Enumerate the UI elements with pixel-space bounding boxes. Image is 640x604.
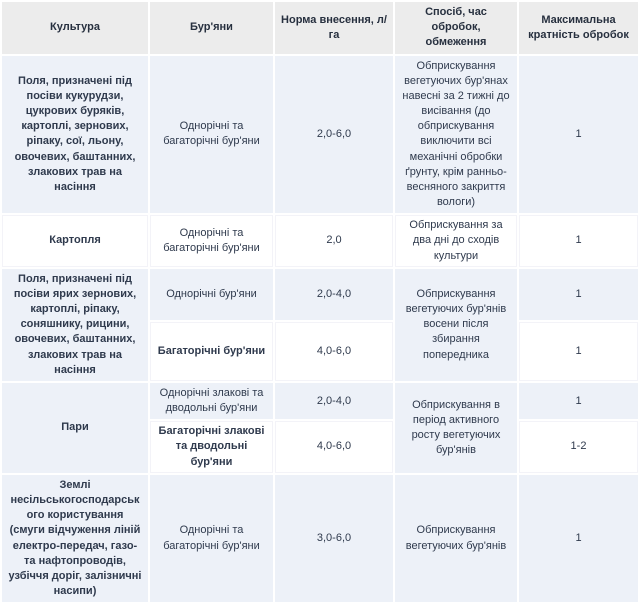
cell-method: Обприскування вегетуючих бур'янах навесні за 2 тижні до висівання (до обприскування виключити всі механічні обробки ґрунту, крім ранньо-весняного закриття вологи) <box>395 56 517 214</box>
cell-weeds: Багаторічні бур'яни <box>150 322 273 381</box>
cell-method: Обприскування в період активного росту вегетуючих бур'янів <box>395 383 517 473</box>
cell-culture: Пари <box>2 383 148 473</box>
cell-rate: 2,0 <box>275 215 393 267</box>
cell-max: 1 <box>519 215 638 267</box>
cell-weeds: Багаторічні злакові та дводольні бур'яни <box>150 421 273 473</box>
cell-weeds: Однорічні та багаторічні бур'яни <box>150 215 273 267</box>
cell-culture: Поля, призначені під посіви кукурудзи, цукрових буряків, картоплі, зернових, ріпаку, сої, льону, овочевих, баштанних, злакових трав на насіння <box>2 56 148 214</box>
cell-method: Обприскування вегетуючих бур'янів восени після збирання попередника <box>395 269 517 381</box>
cell-rate: 2,0-4,0 <box>275 383 393 419</box>
table-row <box>2 475 638 602</box>
cell-max: 1 <box>519 56 638 214</box>
header-row <box>2 2 638 54</box>
cell-rate: 2,0-6,0 <box>275 56 393 214</box>
table-row <box>2 269 638 320</box>
col-header-method: Спосіб, час обробок, обмеження <box>395 2 517 54</box>
cell-method: Обприскування вегетуючих бур'янів <box>395 475 517 602</box>
cell-weeds: Однорічні бур'яни <box>150 269 273 320</box>
table-row <box>2 56 638 214</box>
cell-rate: 2,0-4,0 <box>275 269 393 320</box>
cell-culture: Поля, призначені під посіви ярих зернових, картоплі, ріпаку, соняшнику, рицини, овочевих, баштанних, злакових трав на насіння <box>2 269 148 381</box>
cell-rate: 4,0-6,0 <box>275 322 393 381</box>
table-row <box>2 215 638 267</box>
table-row <box>2 383 638 419</box>
cell-rate: 3,0-6,0 <box>275 475 393 602</box>
cell-weeds: Однорічні та багаторічні бур'яни <box>150 56 273 214</box>
col-header-max: Максимальна кратність обробок <box>519 2 638 54</box>
cell-culture: Картопля <box>2 215 148 267</box>
cell-weeds: Однорічні та багаторічні бур'яни <box>150 475 273 602</box>
cell-method: Обприскування за два дні до сходів культури <box>395 215 517 267</box>
col-header-weeds: Бур'яни <box>150 2 273 54</box>
col-header-rate: Норма внесення, л/га <box>275 2 393 54</box>
cell-max: 1 <box>519 322 638 381</box>
cell-max: 1 <box>519 475 638 602</box>
cell-max: 1 <box>519 269 638 320</box>
col-header-culture: Культура <box>2 2 148 54</box>
cell-max: 1 <box>519 383 638 419</box>
cell-weeds: Однорічні злакові та дводольні бур'яни <box>150 383 273 419</box>
cell-max: 1-2 <box>519 421 638 473</box>
cell-rate: 4,0-6,0 <box>275 421 393 473</box>
cell-culture: Землі несільськогосподарського користування (смуги відчуження ліній електро-передач, газо- та нафтопроводів, узбіччя доріг, залізничні насипи) <box>2 475 148 602</box>
